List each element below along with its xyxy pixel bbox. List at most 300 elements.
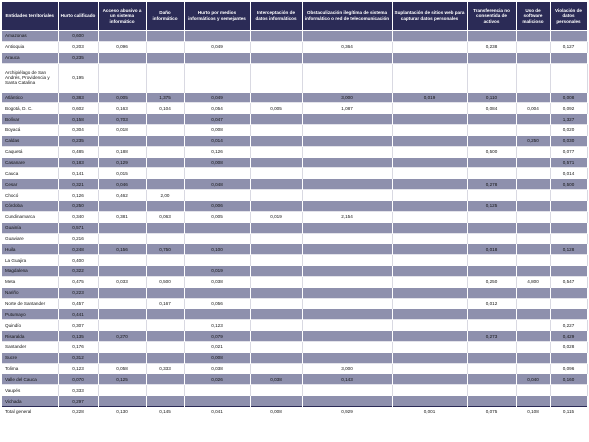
rate-value-cell: 0,485 xyxy=(58,146,98,157)
rate-value-cell xyxy=(146,63,184,92)
rate-value-cell xyxy=(250,309,302,320)
rate-value-cell: 0,014 xyxy=(550,168,587,179)
rate-value-cell xyxy=(467,385,516,396)
table-row xyxy=(2,179,587,190)
rate-value-cell xyxy=(467,31,516,42)
rate-value-cell xyxy=(184,31,250,42)
territory-name-cell: Archipiélago de San Andrés, Providencia y Santa Catalina xyxy=(2,63,58,92)
rate-value-cell: 0,547 xyxy=(550,276,587,287)
rate-value-cell: 0,046 xyxy=(98,179,146,190)
rate-value-cell xyxy=(550,200,587,211)
rate-value-cell: 0,235 xyxy=(58,52,98,63)
rate-value-cell: 0,383 xyxy=(58,92,98,103)
table-row xyxy=(2,211,587,222)
rate-value-cell: 0,400 xyxy=(58,255,98,266)
rate-value-cell xyxy=(302,385,392,396)
rate-value-cell xyxy=(550,233,587,244)
rate-value-cell: 0,038 xyxy=(184,276,250,287)
header-website-spoofing: Suplantación de sitios web para capturar datos personales xyxy=(392,2,467,31)
rate-value-cell xyxy=(516,63,550,92)
rate-value-cell: 0,005 xyxy=(98,92,146,103)
rate-value-cell xyxy=(467,320,516,331)
rate-value-cell: 0,070 xyxy=(58,374,98,385)
rate-value-cell xyxy=(250,114,302,125)
territory-name-cell: Sucre xyxy=(2,352,58,363)
rate-value-cell xyxy=(98,298,146,309)
rate-value-cell xyxy=(146,41,184,52)
territory-name-cell: Antioquia xyxy=(2,41,58,52)
rate-value-cell: 0,223 xyxy=(58,287,98,298)
rate-value-cell: 0,571 xyxy=(58,222,98,233)
rate-value-cell xyxy=(516,114,550,125)
rate-value-cell xyxy=(302,396,392,407)
rate-value-cell: 0,278 xyxy=(467,179,516,190)
rate-value-cell xyxy=(250,63,302,92)
rate-value-cell: 0,216 xyxy=(58,233,98,244)
rate-value-cell xyxy=(550,52,587,63)
rate-value-cell: 0,115 xyxy=(550,407,587,417)
rate-value-cell: 0,602 xyxy=(58,103,98,114)
rate-value-cell xyxy=(392,341,467,352)
rate-value-cell xyxy=(250,331,302,342)
header-theft-computer-means: Hurto por medios informáticos y semejantes xyxy=(184,2,250,31)
rate-value-cell: 0,123 xyxy=(184,320,250,331)
rate-value-cell xyxy=(184,287,250,298)
rate-value-cell xyxy=(392,374,467,385)
territory-name-cell: Arauca xyxy=(2,52,58,63)
rate-value-cell xyxy=(516,341,550,352)
rate-value-cell xyxy=(146,222,184,233)
rate-value-cell xyxy=(392,31,467,42)
rate-value-cell: 0,084 xyxy=(467,103,516,114)
territory-name-cell: Vaupés xyxy=(2,385,58,396)
rate-value-cell xyxy=(392,331,467,342)
rate-value-cell xyxy=(98,233,146,244)
rate-value-cell xyxy=(550,255,587,266)
rate-value-cell: 0,203 xyxy=(58,41,98,52)
rate-value-cell xyxy=(98,52,146,63)
rate-value-cell: 0,500 xyxy=(146,276,184,287)
rate-value-cell: 0,307 xyxy=(58,320,98,331)
rate-value-cell xyxy=(250,266,302,277)
rate-value-cell xyxy=(516,211,550,222)
rate-value-cell xyxy=(516,244,550,255)
rate-value-cell xyxy=(184,190,250,201)
rate-value-cell: 0,235 xyxy=(58,135,98,146)
rate-value-cell xyxy=(392,179,467,190)
rate-value-cell: 0,038 xyxy=(250,374,302,385)
rate-value-cell xyxy=(302,255,392,266)
rate-value-cell: 2,154 xyxy=(302,211,392,222)
rate-value-cell xyxy=(98,352,146,363)
rate-value-cell: 0,026 xyxy=(184,374,250,385)
rate-value-cell xyxy=(302,298,392,309)
rate-value-cell xyxy=(146,114,184,125)
header-unconsented-transfer: Transferencia no consentida de activos xyxy=(467,2,516,31)
rate-value-cell xyxy=(550,211,587,222)
rate-value-cell xyxy=(98,222,146,233)
header-abusive-access: Acceso abusivo a un sistema informático xyxy=(98,2,146,31)
territory-name-cell: Bogotá, D. C. xyxy=(2,103,58,114)
rate-value-cell xyxy=(467,63,516,92)
rate-value-cell xyxy=(302,244,392,255)
rate-value-cell: 0,130 xyxy=(98,407,146,417)
rate-value-cell xyxy=(392,168,467,179)
rate-value-cell: 0,183 xyxy=(58,157,98,168)
header-system-obstruction: Obstaculización ilegítima de sistema informático o red de telecomunicación xyxy=(302,2,392,31)
rate-value-cell xyxy=(302,168,392,179)
rate-value-cell xyxy=(516,309,550,320)
rate-value-cell: 0,004 xyxy=(516,103,550,114)
territory-name-cell: Santander xyxy=(2,341,58,352)
rate-value-cell xyxy=(302,276,392,287)
rate-value-cell xyxy=(184,233,250,244)
rate-value-cell: 0,079 xyxy=(184,331,250,342)
rate-value-cell xyxy=(250,255,302,266)
rate-value-cell xyxy=(467,222,516,233)
rate-value-cell: 0,158 xyxy=(58,114,98,125)
rate-value-cell xyxy=(184,309,250,320)
rate-value-cell xyxy=(184,396,250,407)
rate-value-cell xyxy=(302,266,392,277)
rate-value-cell xyxy=(146,125,184,136)
rate-value-cell xyxy=(184,222,250,233)
rate-value-cell xyxy=(146,385,184,396)
table-row xyxy=(2,352,587,363)
table-row xyxy=(2,385,587,396)
rate-value-cell xyxy=(467,363,516,374)
rate-value-cell: 0,056 xyxy=(184,298,250,309)
rate-value-cell: 0,018 xyxy=(98,125,146,136)
rate-value-cell xyxy=(392,52,467,63)
rate-value-cell xyxy=(392,222,467,233)
rate-value-cell xyxy=(392,363,467,374)
table-row xyxy=(2,114,587,125)
rate-value-cell xyxy=(98,63,146,92)
rate-value-cell xyxy=(467,211,516,222)
rate-value-cell: 0,167 xyxy=(146,298,184,309)
rate-value-cell xyxy=(467,352,516,363)
rate-value-cell xyxy=(302,135,392,146)
rate-value-cell xyxy=(392,233,467,244)
rate-value-cell: 0,108 xyxy=(516,407,550,417)
rate-value-cell: 0,040 xyxy=(516,374,550,385)
territory-name-cell: Huila xyxy=(2,244,58,255)
table-row xyxy=(2,200,587,211)
table-row xyxy=(2,331,587,342)
territory-name-cell: Risaralda xyxy=(2,331,58,342)
rate-value-cell xyxy=(250,52,302,63)
rate-value-cell: 0,041 xyxy=(184,407,250,417)
rate-value-cell xyxy=(98,200,146,211)
rate-value-cell: 0,340 xyxy=(58,211,98,222)
rate-value-cell xyxy=(250,31,302,42)
rate-value-cell xyxy=(302,63,392,92)
rate-value-cell: 0,033 xyxy=(98,276,146,287)
rate-value-cell xyxy=(146,52,184,63)
rate-value-cell: 0,462 xyxy=(98,190,146,201)
rate-value-cell xyxy=(98,320,146,331)
rate-value-cell: 0,126 xyxy=(184,146,250,157)
territory-name-cell: Tolima xyxy=(2,363,58,374)
rate-value-cell xyxy=(467,233,516,244)
rate-value-cell xyxy=(516,255,550,266)
rate-value-cell: 0,250 xyxy=(58,200,98,211)
rate-value-cell xyxy=(146,200,184,211)
rate-value-cell: 0,019 xyxy=(184,266,250,277)
rate-value-cell xyxy=(146,168,184,179)
rate-value-cell: 0,250 xyxy=(516,135,550,146)
table-row xyxy=(2,63,587,92)
rate-value-cell xyxy=(516,125,550,136)
rate-value-cell: 0,364 xyxy=(302,41,392,52)
rate-value-cell: 0,127 xyxy=(550,41,587,52)
rate-value-cell: 1,375 xyxy=(146,92,184,103)
rate-value-cell: 0,058 xyxy=(98,363,146,374)
rate-value-cell: 0,008 xyxy=(250,407,302,417)
rate-value-cell: 0,126 xyxy=(58,190,98,201)
rate-value-cell xyxy=(467,190,516,201)
table-row xyxy=(2,222,587,233)
rate-value-cell xyxy=(467,255,516,266)
rate-value-cell xyxy=(302,125,392,136)
rate-value-cell xyxy=(392,157,467,168)
rate-value-cell xyxy=(98,266,146,277)
rate-value-cell: 0,100 xyxy=(184,244,250,255)
rate-value-cell: 0,049 xyxy=(184,92,250,103)
rate-value-cell: 0,703 xyxy=(98,114,146,125)
rate-value-cell xyxy=(250,222,302,233)
rate-value-cell xyxy=(516,222,550,233)
rate-value-cell xyxy=(184,63,250,92)
rate-value-cell xyxy=(392,114,467,125)
rate-value-cell xyxy=(250,396,302,407)
rate-value-cell: 0,750 xyxy=(146,244,184,255)
rate-value-cell xyxy=(184,385,250,396)
table-row xyxy=(2,341,587,352)
total-row xyxy=(2,407,587,417)
territory-name-cell: La Guajira xyxy=(2,255,58,266)
rate-value-cell xyxy=(516,157,550,168)
territory-name-cell: Casanare xyxy=(2,157,58,168)
rate-value-cell xyxy=(392,146,467,157)
rate-value-cell xyxy=(392,200,467,211)
rate-value-cell: 4,800 xyxy=(516,276,550,287)
rate-value-cell xyxy=(467,135,516,146)
rate-value-cell: 0,096 xyxy=(550,363,587,374)
rate-value-cell xyxy=(392,255,467,266)
rate-value-cell: 0,129 xyxy=(98,157,146,168)
table-body xyxy=(2,31,587,417)
rate-value-cell xyxy=(516,31,550,42)
territory-name-cell: Cundinamarca xyxy=(2,211,58,222)
rate-value-cell xyxy=(98,385,146,396)
rate-value-cell: 0,077 xyxy=(550,146,587,157)
territory-name-cell: Caquetá xyxy=(2,146,58,157)
rate-value-cell xyxy=(392,41,467,52)
rate-value-cell xyxy=(146,309,184,320)
territory-name-cell: Cauca xyxy=(2,168,58,179)
rate-value-cell xyxy=(392,276,467,287)
rate-value-cell: 0,125 xyxy=(467,200,516,211)
rate-value-cell xyxy=(550,287,587,298)
rate-value-cell xyxy=(516,287,550,298)
rate-value-cell: 2,00 xyxy=(146,190,184,201)
rate-value-cell xyxy=(250,200,302,211)
rate-value-cell xyxy=(550,385,587,396)
rate-value-cell xyxy=(146,287,184,298)
rate-value-cell xyxy=(516,146,550,157)
rate-value-cell xyxy=(302,320,392,331)
rate-value-cell xyxy=(250,190,302,201)
rate-value-cell: 0,092 xyxy=(550,103,587,114)
rate-value-cell xyxy=(516,385,550,396)
rate-value-cell: 0,441 xyxy=(58,309,98,320)
rate-value-cell xyxy=(550,309,587,320)
rate-value-cell xyxy=(98,287,146,298)
rate-value-cell: 3,000 xyxy=(302,363,392,374)
rate-value-cell xyxy=(467,374,516,385)
rate-value-cell: 0,015 xyxy=(98,168,146,179)
rate-value-cell xyxy=(302,233,392,244)
territory-name-cell: Guainía xyxy=(2,222,58,233)
rate-value-cell xyxy=(302,331,392,342)
rate-value-cell xyxy=(146,233,184,244)
territory-name-cell: Bolívar xyxy=(2,114,58,125)
rate-value-cell: 0,104 xyxy=(146,103,184,114)
territory-name-cell: Atlántico xyxy=(2,92,58,103)
rate-value-cell xyxy=(250,92,302,103)
header-personal-data-violation: Violación de datos personales xyxy=(550,2,587,31)
territory-name-cell: Guaviare xyxy=(2,233,58,244)
rate-value-cell xyxy=(250,276,302,287)
rate-value-cell: 0,500 xyxy=(467,146,516,157)
rate-value-cell xyxy=(550,266,587,277)
table-row xyxy=(2,266,587,277)
rate-value-cell xyxy=(250,157,302,168)
rate-value-cell: 0,125 xyxy=(98,374,146,385)
rate-value-cell xyxy=(392,309,467,320)
rate-value-cell: 0,135 xyxy=(58,331,98,342)
territory-name-cell: Total general xyxy=(2,407,58,417)
rate-value-cell: 0,020 xyxy=(550,125,587,136)
rate-value-cell: 0,163 xyxy=(98,103,146,114)
table-row xyxy=(2,146,587,157)
table-row xyxy=(2,363,587,374)
rate-value-cell: 0,141 xyxy=(58,168,98,179)
territory-name-cell: Amazonas xyxy=(2,31,58,42)
rate-value-cell xyxy=(98,309,146,320)
rate-value-cell: 0,600 xyxy=(58,31,98,42)
rate-value-cell xyxy=(250,320,302,331)
rate-value-cell xyxy=(302,52,392,63)
rate-value-cell: 0,475 xyxy=(58,276,98,287)
rate-value-cell: 0,048 xyxy=(184,179,250,190)
rate-value-cell xyxy=(516,396,550,407)
header-data-interception: Interceptación de datos informáticos xyxy=(250,2,302,31)
rate-value-cell xyxy=(250,341,302,352)
rate-value-cell: 0,312 xyxy=(58,352,98,363)
rate-value-cell xyxy=(302,222,392,233)
territory-name-cell: Quindío xyxy=(2,320,58,331)
rate-value-cell xyxy=(98,255,146,266)
rate-value-cell: 0,176 xyxy=(58,341,98,352)
rate-value-cell xyxy=(392,190,467,201)
rate-value-cell xyxy=(302,31,392,42)
rate-value-cell xyxy=(467,125,516,136)
rate-value-cell: 0,012 xyxy=(467,298,516,309)
territory-name-cell: Córdoba xyxy=(2,200,58,211)
rate-value-cell xyxy=(550,222,587,233)
rate-value-cell: 0,457 xyxy=(58,298,98,309)
table-row xyxy=(2,168,587,179)
header-qualified-theft: Hurto calificado xyxy=(58,2,98,31)
table-row xyxy=(2,125,587,136)
territory-name-cell: Boyacá xyxy=(2,125,58,136)
rate-value-cell xyxy=(550,31,587,42)
rate-value-cell xyxy=(250,363,302,374)
rate-value-cell: 1,087 xyxy=(302,103,392,114)
rate-value-cell xyxy=(467,396,516,407)
rate-value-cell: 0,333 xyxy=(58,385,98,396)
rate-value-cell xyxy=(302,200,392,211)
rate-value-cell xyxy=(467,52,516,63)
rate-value-cell: 0,381 xyxy=(98,211,146,222)
table-row xyxy=(2,298,587,309)
rate-value-cell xyxy=(302,146,392,157)
rate-value-cell xyxy=(467,266,516,277)
header-territorial-entity: Entidades territoriales xyxy=(2,2,58,31)
rate-value-cell: 0,030 xyxy=(550,135,587,146)
table-row xyxy=(2,255,587,266)
rate-value-cell xyxy=(392,63,467,92)
rate-value-cell xyxy=(392,244,467,255)
header-computer-damage: Daño informático xyxy=(146,2,184,31)
rate-value-cell: 0,929 xyxy=(302,407,392,417)
table-row xyxy=(2,157,587,168)
rate-value-cell xyxy=(98,396,146,407)
rate-value-cell xyxy=(550,63,587,92)
crime-rate-table xyxy=(2,2,588,417)
rate-value-cell xyxy=(146,135,184,146)
rate-value-cell: 0,019 xyxy=(250,211,302,222)
territory-name-cell: Valle del Cauca xyxy=(2,374,58,385)
rate-value-cell: 0,143 xyxy=(302,374,392,385)
rate-value-cell xyxy=(250,233,302,244)
rate-value-cell: 3,000 xyxy=(302,92,392,103)
territory-name-cell: Cesar xyxy=(2,179,58,190)
rate-value-cell xyxy=(516,168,550,179)
table-row xyxy=(2,41,587,52)
rate-value-cell: 0,273 xyxy=(467,331,516,342)
rate-value-cell xyxy=(392,125,467,136)
rate-value-cell xyxy=(516,179,550,190)
rate-value-cell: 0,005 xyxy=(250,103,302,114)
table-row xyxy=(2,309,587,320)
table-row xyxy=(2,92,587,103)
rate-value-cell: 0,188 xyxy=(98,146,146,157)
table-row xyxy=(2,190,587,201)
rate-value-cell xyxy=(146,255,184,266)
rate-value-cell xyxy=(392,320,467,331)
rate-value-cell xyxy=(516,331,550,342)
rate-value-cell xyxy=(516,233,550,244)
table-row xyxy=(2,103,587,114)
rate-value-cell xyxy=(250,179,302,190)
rate-value-cell xyxy=(516,298,550,309)
rate-value-cell: 0,123 xyxy=(58,363,98,374)
rate-value-cell xyxy=(516,266,550,277)
